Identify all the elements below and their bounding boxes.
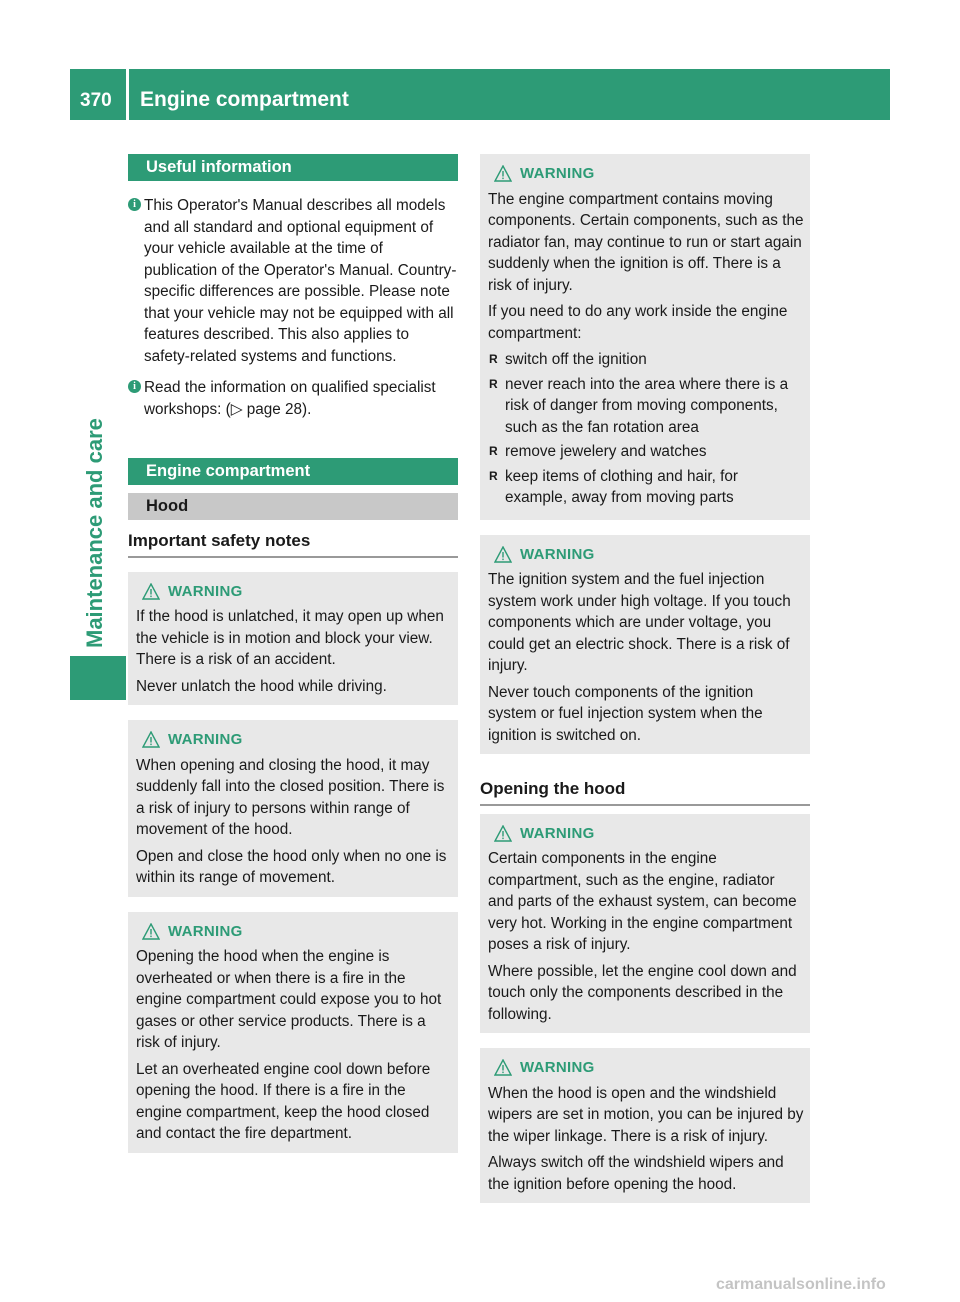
list-item: R switch off the ignition [488, 349, 804, 371]
useful-information-title: Useful information [128, 154, 458, 181]
info-icon: i [128, 380, 141, 393]
warning-triangle-icon [142, 731, 160, 748]
heading-opening-the-hood: Opening the hood [480, 778, 810, 806]
info-paragraph: i Read the information on qualified specialist workshops: (▷ page 28). [128, 377, 458, 420]
warning-box: WARNING When the hood is open and the windshield wipers are set in motion, you can be injured by the wiper linkage. There is a risk of injury. Always switch off the windshield wipers and the ignition before opening the hood. [480, 1048, 810, 1203]
watermark: carmanualsonline.info [716, 1276, 886, 1293]
warning-box: WARNING Opening the hood when the engine is overheated or when there is a fire in the engine compartment could expose you to hot gases or other service products. There is a risk of injury. Let an overheated engine cool down before opening the hood. If there is a fire in the engine compartment, keep the hood closed and contact the fire department. [128, 912, 458, 1153]
left-column [128, 154, 458, 1153]
warning-box: WARNING The engine compartment contains moving components. Certain components, such as the radiator fan, may continue to run or start again suddenly when the ignition is off. There is a risk of injury. If you need to do any work inside the engine compartment: R switch off the ignition R never reach into the area where there is a risk of danger from moving components, such as the fan rotation area R remove jewelery and watches R keep items of clothing and hair, for example, away from moving parts [480, 154, 810, 520]
heading-important-safety-notes: Important safety notes [128, 530, 458, 558]
warning-box: WARNING Certain components in the engine compartment, such as the engine, radiator and parts of the exhaust system, can become very hot. Working in the engine compartment poses a risk of injury. Where possible, let the engine cool down and touch only the components described in the following. [480, 814, 810, 1034]
warning-triangle-icon [494, 825, 512, 842]
info-icon: i [128, 198, 141, 211]
side-tab-label: Maintenance and care [82, 418, 107, 648]
subsection-title-hood: Hood [128, 493, 458, 520]
right-column [480, 154, 810, 1203]
section-title-engine-compartment: Engine compartment [128, 458, 458, 485]
list-item: R never reach into the area where there is a risk of danger from moving components, such as the fan rotation area [488, 374, 804, 439]
side-tab-marker [70, 656, 126, 700]
page-number: 370 [80, 90, 112, 111]
header-divider [126, 69, 129, 120]
warning-bullet-list [488, 349, 804, 509]
warning-triangle-icon [494, 165, 512, 182]
warning-box: WARNING When opening and closing the hood, it may suddenly fall into the closed position. There is a risk of injury to persons within range of movement of the hood. Open and close the hood only when no one is within its range of movement. [128, 720, 458, 897]
list-item: R keep items of clothing and hair, for example, away from moving parts [488, 466, 804, 509]
warning-box: WARNING If the hood is unlatched, it may open up when the vehicle is in motion and block your view. There is a risk of an accident. Never unlatch the hood while driving. [128, 572, 458, 706]
warning-box: WARNING The ignition system and the fuel injection system work under high voltage. If you touch components which are under voltage, you could get an electric shock. There is a risk of injury. Never touch components of the ignition system or fuel injection system when the ignition is switched on. [480, 535, 810, 755]
warning-triangle-icon [494, 1059, 512, 1076]
warning-triangle-icon [142, 923, 160, 940]
warning-triangle-icon [142, 583, 160, 600]
list-item: R remove jewelery and watches [488, 441, 804, 463]
info-paragraph: i This Operator's Manual describes all models and all standard and optional equipment of your vehicle available at the time of publication of the Operator's Manual. Country-specific differences are possible. Please note that your vehicle may not be equipped with all features described. This also applies to safety-related systems and functions. [128, 195, 458, 367]
page-title: Engine compartment [140, 88, 349, 111]
warning-triangle-icon [494, 546, 512, 563]
